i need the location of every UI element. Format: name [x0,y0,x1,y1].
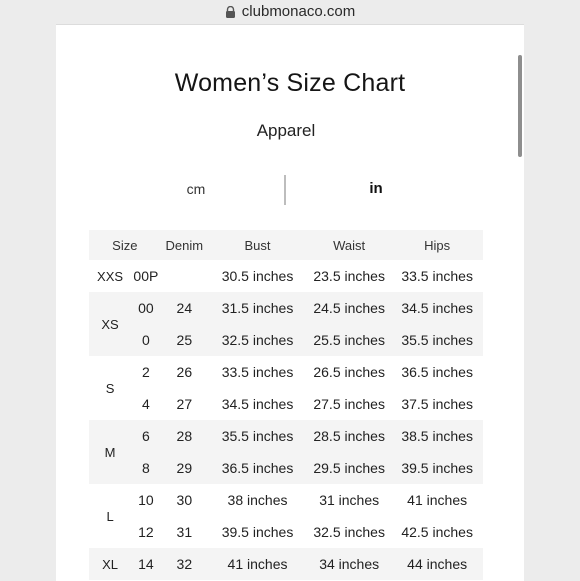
unit-cm-button[interactable]: cm [186,181,206,197]
header-size: Size [89,230,161,260]
unit-toggle [56,175,524,205]
header-hips: Hips [391,230,483,260]
bust-value: 35.5 inches [208,420,307,452]
table-row [89,452,483,484]
numeric-size: 6 [131,420,161,452]
size-label: L [106,508,114,524]
waist-value: 34 inches [307,548,391,580]
denim-size: 32 [161,548,208,580]
denim-size: 24 [161,292,208,324]
bust-value: 32.5 inches [208,324,307,356]
hips-value: 36.5 inches [401,364,473,380]
table-row [89,356,483,388]
waist-value: 27.5 inches [313,396,385,412]
table-row [89,516,483,548]
bust-value: 36.5 inches [208,452,307,484]
url-text: clubmonaco.com [241,2,356,20]
denim-size: 27 [176,396,193,412]
numeric-size: 4 [141,396,150,412]
bust-value: 33.5 inches [221,364,294,380]
numeric-size: 8 [131,452,161,484]
waist-value: 24.5 inches [307,292,391,324]
denim-size: 26 [176,364,193,380]
address-bar[interactable] [0,0,580,22]
numeric-size: 2 [141,364,150,380]
denim-size [161,260,208,292]
header-waist: Waist [307,230,391,260]
denim-size: 30 [176,492,193,508]
table-row [89,260,483,292]
hips-value: 39.5 inches [391,452,483,484]
table-row [89,420,483,452]
header-denim: Denim [161,230,208,260]
section-title: Apparel [256,121,316,140]
waist-value: 31 inches [319,492,380,508]
waist-value: 25.5 inches [307,324,391,356]
numeric-size: 0 [131,324,161,356]
table-row [89,548,483,580]
hips-value: 41 inches [407,492,468,508]
unit-in-button[interactable]: in [369,180,383,197]
hips-value: 37.5 inches [401,396,473,412]
hips-value: 34.5 inches [391,292,483,324]
bust-value: 30.5 inches [221,268,294,284]
numeric-size: 00 [131,292,161,324]
table-header-row [89,230,483,260]
waist-value: 28.5 inches [307,420,391,452]
waist-value: 29.5 inches [307,452,391,484]
scrollbar[interactable] [518,55,522,157]
size-label: XXS [97,268,124,284]
hips-value: 33.5 inches [401,268,473,284]
unit-divider [284,175,286,205]
bust-value: 39.5 inches [221,524,294,540]
size-label: XL [89,548,131,580]
numeric-size: 14 [131,548,161,580]
hips-value: 38.5 inches [391,420,483,452]
header-bust: Bust [208,230,307,260]
table-row [89,484,483,516]
table-row [89,324,483,356]
table-body [89,260,483,580]
size-label: XS [89,292,131,356]
bust-value: 41 inches [208,548,307,580]
numeric-size: 10 [138,492,154,508]
table-row [89,388,483,420]
hips-value: 42.5 inches [401,524,473,540]
bust-value: 34.5 inches [221,396,294,412]
bust-value: 31.5 inches [208,292,307,324]
table-row [89,292,483,324]
size-label: M [89,420,131,484]
bust-value: 38 inches [227,492,288,508]
lock-icon [225,6,236,18]
hips-value: 44 inches [391,548,483,580]
denim-size: 25 [161,324,208,356]
hips-value: 35.5 inches [391,324,483,356]
page-title: Women’s Size Chart [174,69,406,97]
waist-value: 32.5 inches [313,524,385,540]
numeric-size: 00P [133,268,159,284]
size-table [89,230,483,580]
waist-value: 23.5 inches [313,268,385,284]
denim-size: 31 [176,524,193,540]
size-label: S [105,380,115,396]
numeric-size: 12 [138,524,154,540]
denim-size: 29 [161,452,208,484]
waist-value: 26.5 inches [313,364,385,380]
size-chart-modal [56,24,524,581]
denim-size: 28 [161,420,208,452]
